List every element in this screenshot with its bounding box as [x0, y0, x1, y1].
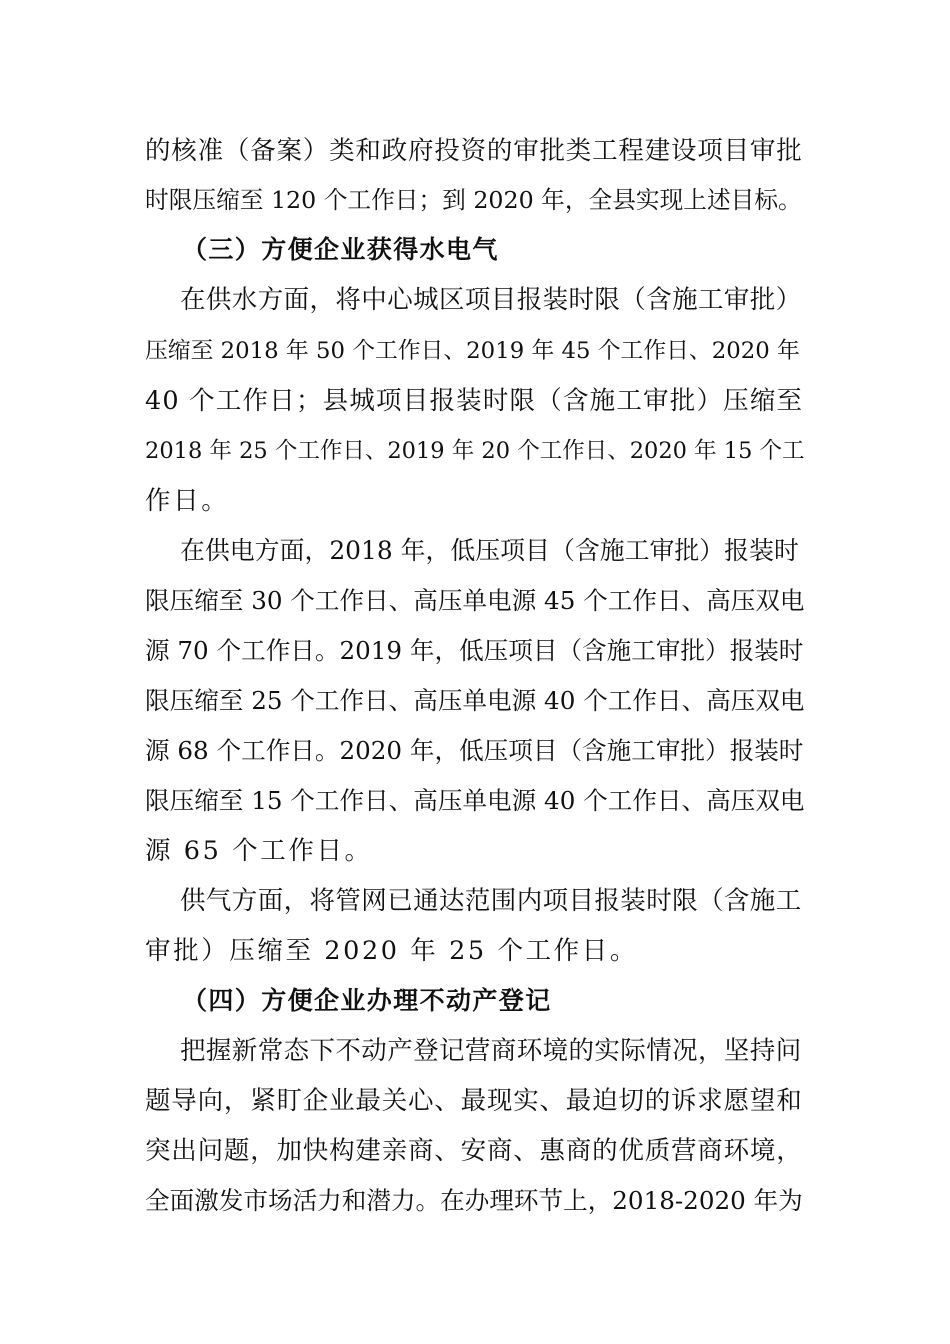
body-text-line: 时限压缩至 120 个工作日；到 2020 年，全县实现上述目标。: [145, 186, 802, 214]
section-heading-3: （三）方便企业获得水电气: [182, 235, 499, 264]
body-text-line: 限压缩至 30 个工作日、高压单电源 45 个工作日、高压双电: [145, 586, 805, 615]
body-text-line: 的核准（备案）类和政府投资的审批类工程建设项目审批: [145, 136, 803, 166]
body-text-line: 审批）压缩至 2020 年 25 个工作日。: [145, 936, 638, 966]
body-text-line: 全面激发市场活力和潜力。在办理环节上，2018-2020 年为: [145, 1186, 803, 1215]
paragraph-real-estate: 把握新常态下不动产登记营商环境的实际情况，坚持问: [180, 1036, 802, 1066]
body-text-line: 限压缩至 25 个工作日、高压单电源 40 个工作日、高压双电: [145, 686, 805, 715]
body-text-line: 源 68 个工作日。2020 年，低压项目（含施工审批）报装时: [145, 736, 804, 765]
body-text-line: 突出问题，加快构建亲商、安商、惠商的优质营商环境，: [145, 1136, 803, 1166]
body-text-line: 40 个工作日；县城项目报装时限（含施工审批）压缩至: [145, 386, 804, 416]
paragraph-power-supply: 在供电方面，2018 年，低压项目（含施工审批）报装时: [180, 536, 799, 565]
body-text-line: 题导向，紧盯企业最关心、最现实、最迫切的诉求愿望和: [145, 1086, 803, 1116]
body-text-line: 作日。: [145, 486, 230, 516]
paragraph-gas-supply: 供气方面，将管网已通达范围内项目报装时限（含施工: [180, 886, 802, 916]
section-heading-4: （四）方便企业办理不动产登记: [182, 986, 552, 1015]
body-text-line: 压缩至 2018 年 50 个工作日、2019 年 45 个工作日、2020 年: [145, 338, 800, 364]
body-text-line: 源 65 个工作日。: [145, 836, 373, 866]
paragraph-water-supply: 在供水方面，将中心城区项目报装时限（含施工审批）: [180, 285, 802, 315]
body-text-line: 限压缩至 15 个工作日、高压单电源 40 个工作日、高压双电: [145, 786, 805, 815]
body-text-line: 源 70 个工作日。2019 年，低压项目（含施工审批）报装时: [145, 636, 804, 665]
body-text-line: 2018 年 25 个工作日、2019 年 20 个工作日、2020 年 15 个工: [145, 438, 805, 464]
